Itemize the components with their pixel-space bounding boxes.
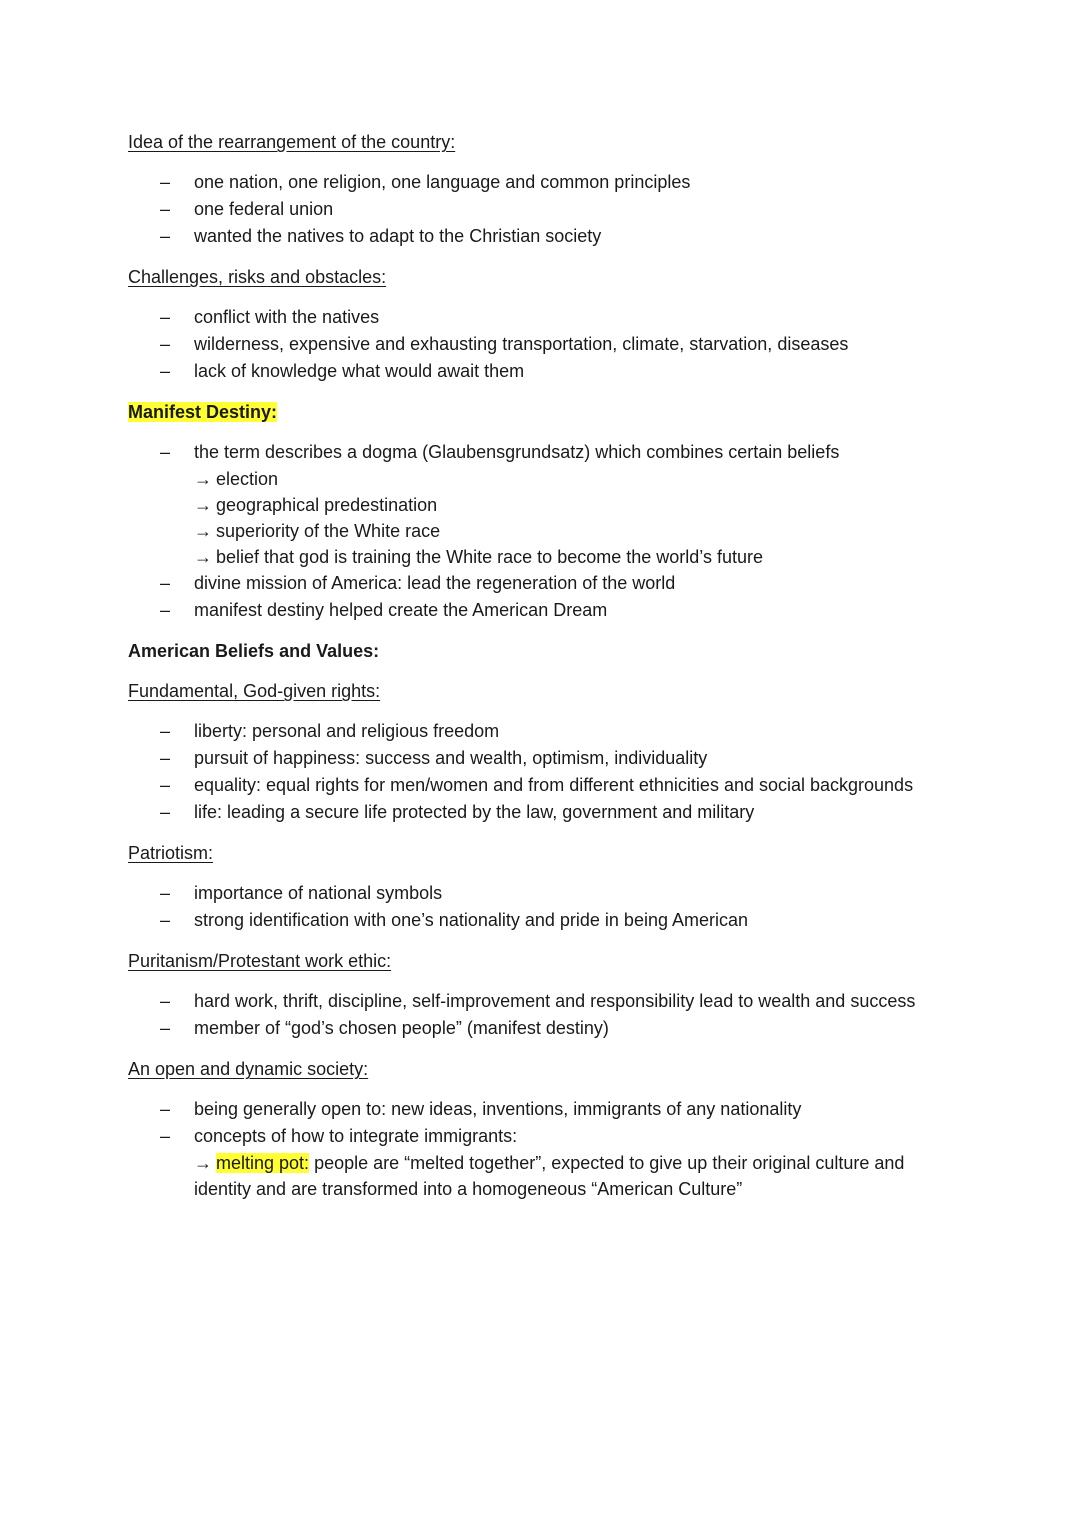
heading-open-society: An open and dynamic society: bbox=[128, 1059, 369, 1079]
dash-bullet: – bbox=[160, 199, 171, 219]
melting-pot-term: melting pot: bbox=[216, 1153, 310, 1173]
arrow-icon: → bbox=[194, 521, 212, 541]
sub-item: → election bbox=[194, 469, 279, 489]
list-challenges bbox=[128, 304, 1000, 385]
list-item: – wanted the natives to adapt to the Christian society bbox=[128, 223, 1000, 250]
list-item: – being generally open to: new ideas, inventions, immigrants of any nationality bbox=[128, 1096, 1000, 1123]
dash-bullet: – bbox=[160, 361, 171, 381]
list-puritanism bbox=[128, 988, 1000, 1042]
heading-american-beliefs: American Beliefs and Values: bbox=[128, 641, 380, 661]
list-item: – one federal union bbox=[128, 196, 1000, 223]
list-manifest-destiny bbox=[128, 439, 1000, 624]
heading-rearrangement: Idea of the rearrangement of the country: bbox=[128, 132, 456, 152]
dash-bullet: – bbox=[160, 883, 171, 903]
heading-manifest-destiny: Manifest Destiny: bbox=[128, 402, 278, 422]
heading-challenges: Challenges, risks and obstacles: bbox=[128, 267, 387, 287]
dash-bullet: – bbox=[160, 991, 171, 1011]
list-item: – divine mission of America: lead the regeneration of the world bbox=[128, 570, 1000, 597]
heading-fundamental-rights: Fundamental, God-given rights: bbox=[128, 681, 381, 701]
sub-item-continuation: identity and are transformed into a homogeneous “American Culture” bbox=[194, 1179, 743, 1199]
arrow-icon: → bbox=[194, 469, 212, 489]
list-item: – conflict with the natives bbox=[128, 304, 1000, 331]
list-item: – strong identification with one’s nationality and pride in being American bbox=[128, 907, 1000, 934]
list-item: – one nation, one religion, one language and common principles bbox=[128, 169, 1000, 196]
dash-bullet: – bbox=[160, 600, 171, 620]
list-item: – the term describes a dogma (Glaubensgrundsatz) which combines certain beliefs → election → geographical predestination → superiority of the White race → belief that god is training the White race to become the world’s future bbox=[128, 439, 1000, 570]
dash-bullet: – bbox=[160, 910, 171, 930]
list-item: – manifest destiny helped create the American Dream bbox=[128, 597, 1000, 624]
list-item: – member of “god’s chosen people” (manifest destiny) bbox=[128, 1015, 1000, 1042]
list-fundamental-rights bbox=[128, 718, 1000, 826]
list-open-society bbox=[128, 1096, 1000, 1202]
dash-bullet: – bbox=[160, 172, 171, 192]
sub-item: → superiority of the White race bbox=[194, 521, 441, 541]
dash-bullet: – bbox=[160, 1126, 171, 1146]
list-item: – wilderness, expensive and exhausting transportation, climate, starvation, diseases bbox=[128, 331, 1000, 358]
list-item: – liberty: personal and religious freedom bbox=[128, 718, 1000, 745]
arrow-icon: → bbox=[194, 547, 212, 567]
list-item: – life: leading a secure life protected by the law, government and military bbox=[128, 799, 1000, 826]
list-rearrangement bbox=[128, 169, 1000, 250]
heading-puritanism: Puritanism/Protestant work ethic: bbox=[128, 951, 392, 971]
dash-bullet: – bbox=[160, 775, 171, 795]
list-item: – lack of knowledge what would await them bbox=[128, 358, 1000, 385]
dash-bullet: – bbox=[160, 573, 171, 593]
dash-bullet: – bbox=[160, 334, 171, 354]
arrow-icon: → bbox=[194, 495, 212, 515]
list-patriotism bbox=[128, 880, 1000, 934]
dash-bullet: – bbox=[160, 1099, 171, 1119]
dash-bullet: – bbox=[160, 442, 171, 462]
dash-bullet: – bbox=[160, 1018, 171, 1038]
list-item: – concepts of how to integrate immigrants: → melting pot: people are “melted together”, expected to give up their original culture and identity and are transformed into a homogeneous “American Culture” bbox=[128, 1123, 1000, 1202]
dash-bullet: – bbox=[160, 748, 171, 768]
list-item: – equality: equal rights for men/women and from different ethnicities and social backgrounds bbox=[128, 772, 1000, 799]
list-item: – pursuit of happiness: success and wealth, optimism, individuality bbox=[128, 745, 1000, 772]
sub-item: → geographical predestination bbox=[194, 495, 438, 515]
dash-bullet: – bbox=[160, 802, 171, 822]
list-item: – hard work, thrift, discipline, self-improvement and responsibility lead to wealth and success bbox=[128, 988, 1000, 1015]
sub-item: → belief that god is training the White race to become the world’s future bbox=[194, 547, 763, 567]
heading-patriotism: Patriotism: bbox=[128, 843, 214, 863]
dash-bullet: – bbox=[160, 226, 171, 246]
dash-bullet: – bbox=[160, 307, 171, 327]
arrow-icon: → bbox=[194, 1153, 212, 1173]
list-item: – importance of national symbols bbox=[128, 880, 1000, 907]
dash-bullet: – bbox=[160, 721, 171, 741]
sub-item-melting-pot: → melting pot: people are “melted together”, expected to give up their original culture and bbox=[194, 1153, 905, 1173]
